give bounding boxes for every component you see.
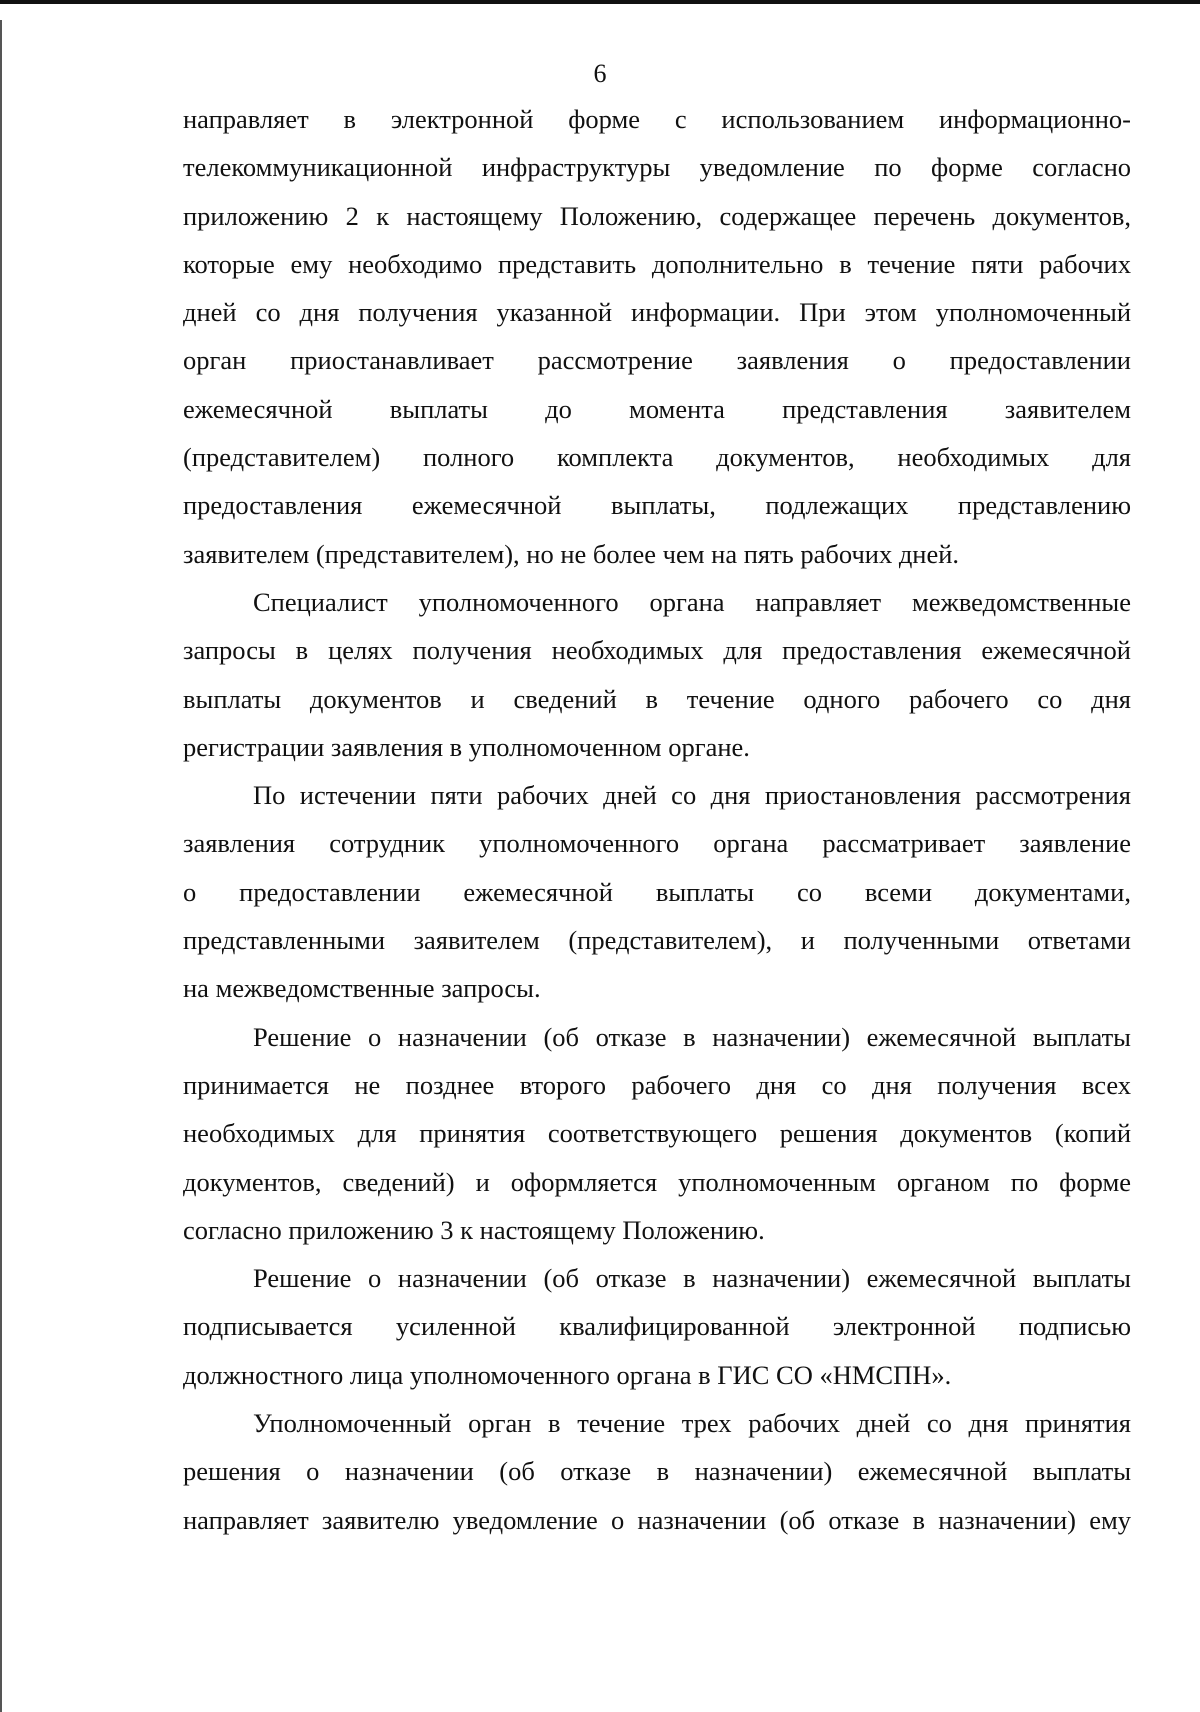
text-line: направляет заявителю уведомление о назначении (об отказе в назначении) ему (183, 1504, 1131, 1535)
text-line: направляет в электронной форме с использованием информационно- (183, 104, 1131, 134)
text-line: выплаты документов и сведений в течение одного рабочего со дня (183, 683, 1131, 714)
document-body (183, 95, 1131, 1544)
text-line: документов, сведений) и оформляется уполномоченным органом по форме (183, 1166, 1131, 1197)
paragraph (183, 1013, 1131, 1254)
text-line: должностного лица уполномоченного органа в ГИС СО «НМСПН». (183, 1359, 952, 1390)
scan-left-border (0, 20, 2, 1712)
text-line: решения о назначении (об отказе в назначении) ежемесячной выплаты (183, 1456, 1131, 1487)
text-line: (представителем) полного комплекта документов, необходимых для (183, 442, 1131, 473)
page-number: 6 (593, 59, 607, 88)
text-line: телекоммуникационной инфраструктуры уведомление по форме согласно (183, 152, 1131, 183)
text-line: предоставления ежемесячной выплаты, подлежащих представлению (183, 490, 1131, 521)
paragraph (183, 578, 1131, 771)
paragraph (183, 1399, 1131, 1544)
paragraph (183, 95, 1131, 578)
text-line: Решение о назначении (об отказе в назначении) ежемесячной выплаты (253, 1021, 1131, 1052)
text-line: подписывается усиленной квалифицированной электронной подписью (183, 1311, 1131, 1342)
text-line: По истечении пяти рабочих дней со дня приостановления рассмотрения (253, 780, 1131, 811)
paragraph (183, 1254, 1131, 1399)
text-line: Специалист уполномоченного органа направляет межведомственные (253, 586, 1131, 617)
text-line: приложению 2 к настоящему Положению, содержащее перечень документов, (183, 200, 1131, 231)
paragraph (183, 771, 1131, 1012)
text-line: заявителем (представителем), но не более чем на пять рабочих дней. (183, 538, 960, 569)
text-line: необходимых для принятия соответствующего решения документов (копий (183, 1118, 1131, 1149)
text-line: о предоставлении ежемесячной выплаты со всеми документами, (183, 876, 1131, 907)
text-line: запросы в целях получения необходимых для предоставления ежемесячной (183, 635, 1131, 666)
text-line: Решение о назначении (об отказе в назначении) ежемесячной выплаты (253, 1263, 1131, 1294)
scan-top-border (0, 0, 1200, 4)
text-line: представленными заявителем (представителем), и полученными ответами (183, 925, 1131, 956)
text-line: на межведомственные запросы. (183, 973, 541, 1004)
text-line: заявления сотрудник уполномоченного органа рассматривает заявление (183, 828, 1131, 859)
text-line: ежемесячной выплаты до момента представления заявителем (183, 393, 1131, 424)
text-line: Уполномоченный орган в течение трех рабочих дней со дня принятия (253, 1408, 1131, 1439)
text-line: регистрации заявления в уполномоченном органе. (183, 731, 750, 762)
text-line: которые ему необходимо представить дополнительно в течение пяти рабочих (183, 248, 1131, 279)
text-line: принимается не позднее второго рабочего дня со дня получения всех (183, 1069, 1131, 1100)
text-line: дней со дня получения указанной информации. При этом уполномоченный (183, 297, 1131, 328)
text-line: орган приостанавливает рассмотрение заявления о предоставлении (183, 345, 1131, 376)
text-line: согласно приложению 3 к настоящему Положению. (183, 1214, 765, 1245)
